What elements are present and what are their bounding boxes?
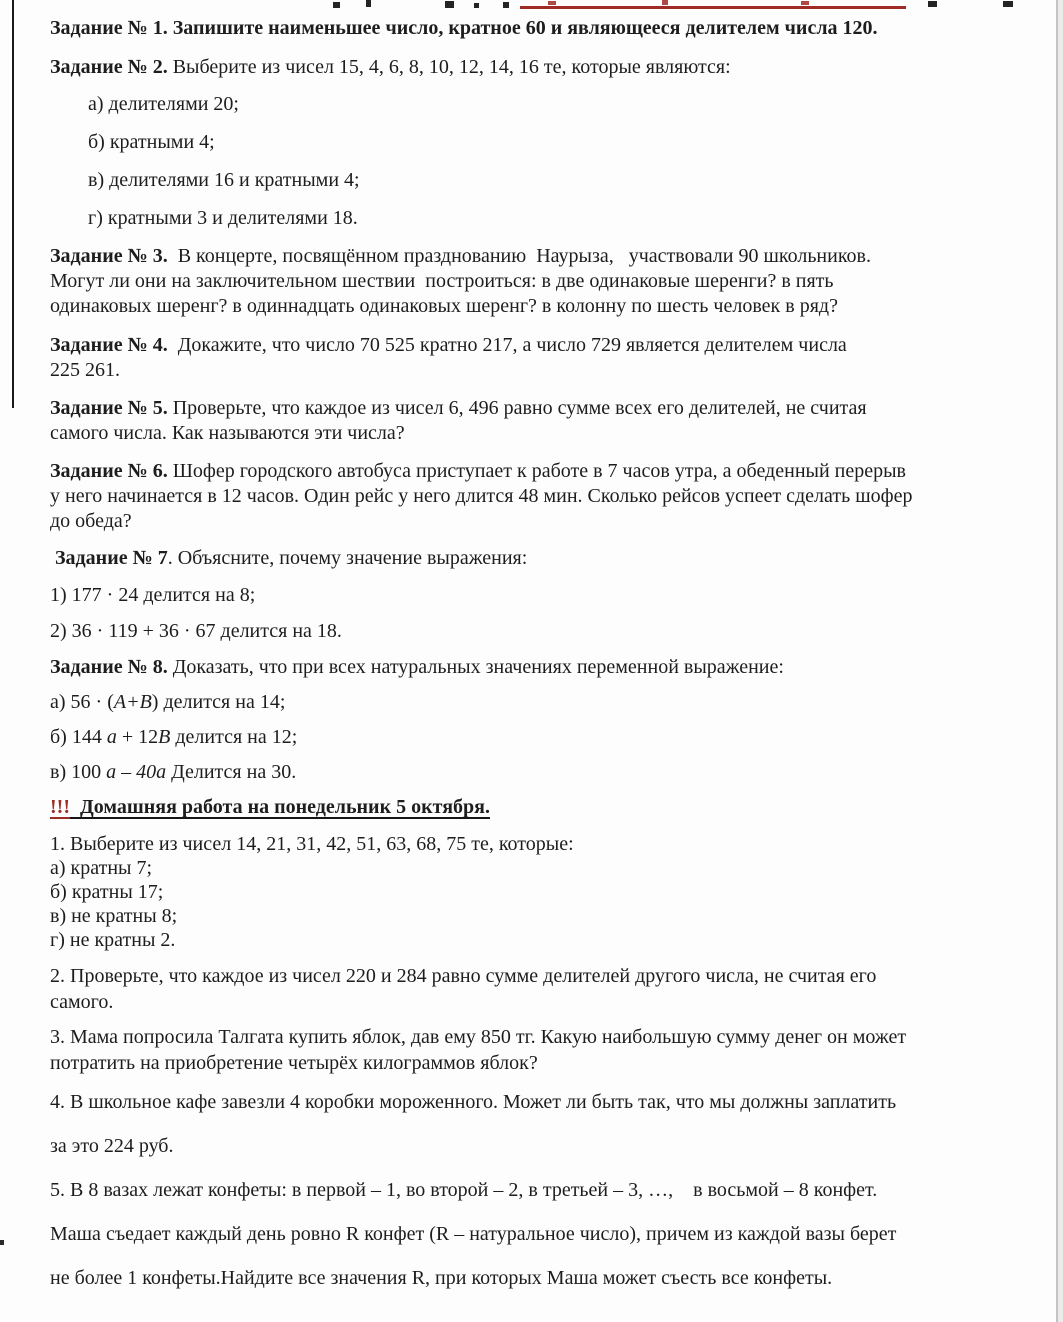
homework-title: Домашняя работа на понедельник 5 октября. <box>69 796 490 818</box>
task-label: Задание № 8. <box>50 656 168 678</box>
text-line: а) кратны 7; <box>50 857 153 879</box>
text-line: Задание № 4. Докажите, что число 70 525 кратно 217, а число 729 является делителем числа <box>50 334 847 356</box>
text-line: 2. Проверьте, что каждое из чисел 220 и 284 равно сумме делителей другого числа, не считая его <box>50 965 877 987</box>
text-line: Задание № 5. Проверьте, что каждое из чисел 6, 496 равно сумме всех его делителей, не считая <box>50 397 867 419</box>
text-line: не более 1 конфеты.Найдите все значения R, при которых Маша может съесть все конфеты. <box>50 1267 833 1289</box>
task-7 <box>50 546 991 571</box>
page-left-border-line <box>12 0 14 408</box>
homework-alert-marks: !!! <box>50 796 70 818</box>
text-line: Задание № 6. Шофер городского автобуса приступает к работе в 7 часов утра, а обеденный перерыв <box>50 460 906 482</box>
task-label: Задание № 1. <box>50 17 168 39</box>
document-content <box>50 0 991 1300</box>
text-line: Маша съедает каждый день ровно R конфет (R – натуральное число), причем из каждой вазы берет <box>50 1223 897 1245</box>
task-8-item-a: а) 56 · (A+B) делится на 14; <box>50 691 286 713</box>
text-line: 5. В 8 вазах лежат конфеты: в первой – 1, во второй – 2, в третьей – 3, …, в восьмой – 8 конфет. <box>50 1179 878 1201</box>
homework-problem-1 <box>50 832 991 952</box>
task-1 <box>50 16 991 41</box>
task-label: Задание № 3. <box>50 245 168 267</box>
task-4 <box>50 333 991 383</box>
task-label: Задание № 4. <box>50 334 168 356</box>
homework-problem-2 <box>50 963 991 1015</box>
text-line: Задание № 3. В концерте, посвящённом празднованию Наурыза, участвовали 90 школьников. <box>50 245 871 267</box>
text-line: у него начинается в 12 часов. Один рейс у него длится 48 мин. Сколько рейсов успеет сделать шофер <box>50 485 913 507</box>
task-label: Задание № 5. <box>50 397 168 419</box>
homework-problem-5 <box>50 1168 991 1300</box>
task-text: Запишите наименьшее число, кратное 60 и являющееся делителем числа 120. <box>167 17 878 39</box>
task-2-item-a: а) делителями 20; <box>88 93 239 115</box>
page-edge-mark <box>0 1240 4 1245</box>
task-2-item-v: в) делителями 16 и кратными 4; <box>88 169 360 191</box>
homework-problem-4 <box>50 1080 991 1168</box>
text-line: одинаковых шеренг? в одиннадцать одинаковых шеренг? в колонну по шесть человек в ряд? <box>50 295 838 317</box>
text-line: самого. <box>50 991 114 1013</box>
homework-heading <box>50 795 991 820</box>
task-2 <box>50 55 991 80</box>
text-line: 225 261. <box>50 359 120 381</box>
task-5 <box>50 396 991 446</box>
text-line: до обеда? <box>50 510 132 532</box>
homework-problem-3 <box>50 1024 991 1076</box>
task-6 <box>50 459 991 534</box>
task-7-item-2: 2) 36 · 119 + 36 · 67 делится на 18. <box>50 620 342 642</box>
text-line: 3. Мама попросила Талгата купить яблок, дав ему 850 тг. Какую наибольшую сумму денег он может <box>50 1026 907 1048</box>
text-line: г) не кратны 2. <box>50 929 176 951</box>
task-text: Выберите из чисел 15, 4, 6, 8, 10, 12, 14, 16 те, которые являются: <box>167 56 731 78</box>
task-text: Доказать, что при всех натуральных значениях переменной выражение: <box>167 656 784 678</box>
text-line: 4. В школьное кафе завезли 4 коробки мороженного. Может ли быть так, что мы должны заплатить <box>50 1091 897 1113</box>
text-line: в) не кратны 8; <box>50 905 178 927</box>
task-text: . Объясните, почему значение выражения: <box>167 547 528 569</box>
task-8 <box>50 655 991 680</box>
task-8-item-b: б) 144 a + 12B делится на 12; <box>50 726 298 748</box>
text-line: Могут ли они на заключительном шествии построиться: в две одинаковые шеренги? в пять <box>50 270 834 292</box>
text-fragment <box>1003 1 1013 7</box>
task-8-item-v: в) 100 a – 40a Делится на 30. <box>50 761 297 783</box>
page-right-edge <box>1056 0 1063 1322</box>
task-label: Задание № 2. <box>50 56 168 78</box>
text-line: 1. Выберите из чисел 14, 21, 31, 42, 51, 63, 68, 75 те, которые: <box>50 833 574 855</box>
task-7-item-1: 1) 177 · 24 делится на 8; <box>50 584 256 606</box>
task-2-item-b: б) кратными 4; <box>88 131 215 153</box>
task-label: Задание № 7 <box>50 547 168 569</box>
text-line: потратить на приобретение четырёх килограммов яблок? <box>50 1052 538 1074</box>
text-line: самого числа. Как называются эти числа? <box>50 422 405 444</box>
task-label: Задание № 6. <box>50 460 168 482</box>
task-2-item-g: г) кратными 3 и делителями 18. <box>88 207 358 229</box>
task-3 <box>50 244 991 319</box>
text-line: за это 224 руб. <box>50 1135 174 1157</box>
text-line: б) кратны 17; <box>50 881 164 903</box>
